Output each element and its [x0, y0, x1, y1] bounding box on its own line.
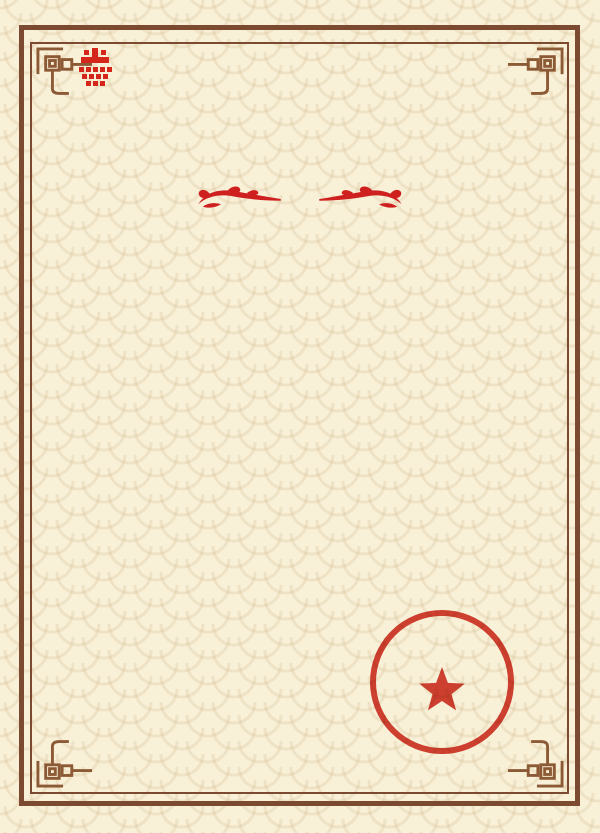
official-seal-stamp — [367, 607, 517, 757]
qr-code — [107, 628, 229, 750]
subtitle-row — [0, 186, 600, 212]
thanks-text — [48, 436, 540, 444]
flourish-right-icon — [312, 186, 408, 212]
seal-star-icon — [419, 667, 465, 710]
corner-ornament-bottom-left-icon — [36, 730, 94, 788]
flourish-left-icon — [192, 186, 288, 212]
corner-ornament-top-right-icon — [506, 47, 564, 105]
brand-logo — [74, 46, 122, 90]
jinde-logo-icon — [74, 46, 116, 90]
